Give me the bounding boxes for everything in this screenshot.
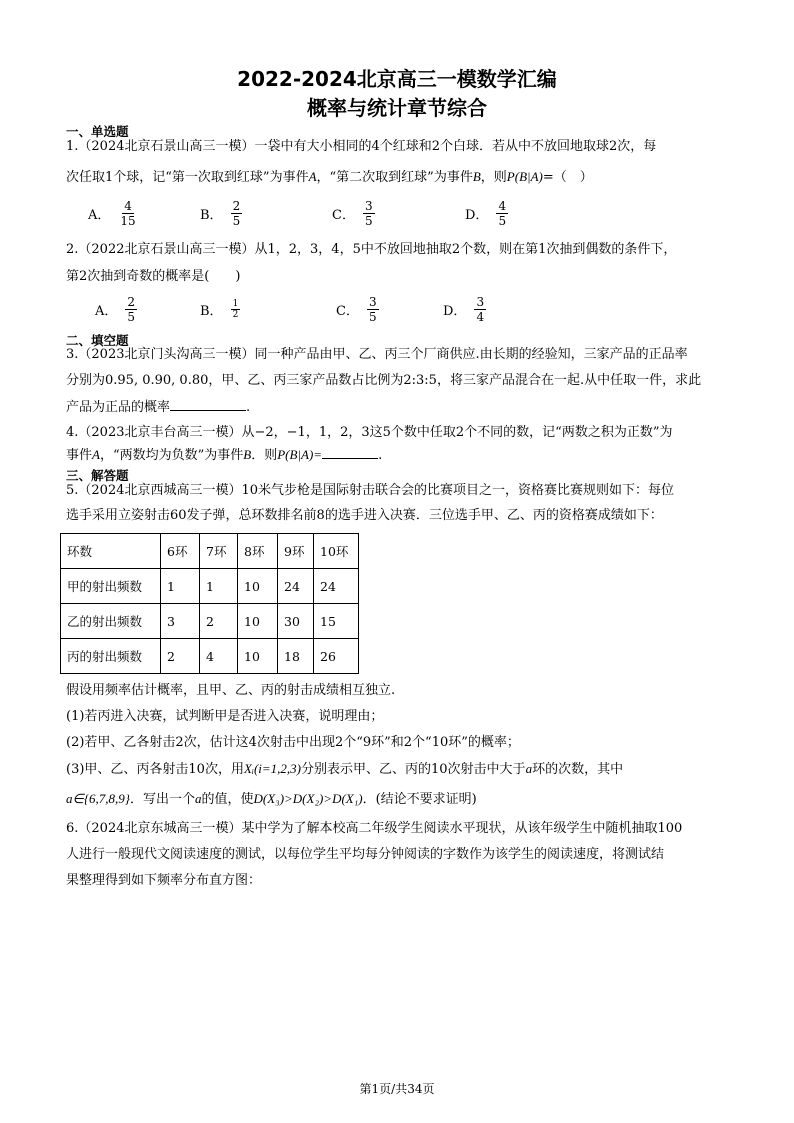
q5-line1: 5.（2024北京西城高三一模）10米气步枪是国际射击联合会的比赛项目之一，资格赛比赛规则如下：每位	[66, 483, 675, 498]
option-label: A．	[88, 208, 111, 223]
option-fraction: $\frac{3}{5}$	[364, 199, 373, 228]
q4-text: ，“两数均为负数”为事件	[99, 448, 244, 463]
q4-answer-blank[interactable]	[322, 446, 378, 459]
q2-line2: 第2次抽到奇数的概率是( )	[66, 269, 241, 284]
q6-line3: 果整理得到如下频率分布直方图：	[66, 873, 262, 888]
q2-option-c[interactable]	[336, 295, 379, 324]
table-cell: 24	[314, 569, 359, 604]
q3-line1: 3.（2023北京门头沟高三一模）同一种产品由甲、乙、丙三个厂商供应.由长期的经验知，三家产品的正品率	[66, 347, 688, 362]
table-header-cell: 8环	[238, 534, 278, 569]
q6-line2: 人进行一般现代文阅读速度的测试，以每位学生平均每分钟阅读的字数作为该学生的阅读速度，将测试结	[66, 847, 665, 862]
q3-line2: 分别为0.95, 0.90, 0.80，甲、乙、丙三家产品数占比例为2:3:5，将三家产品混合在一起.从中任取一件，求此	[66, 373, 702, 388]
q3-line3	[66, 398, 732, 417]
option-label: B．	[200, 304, 223, 319]
table-cell: 10	[238, 639, 278, 674]
q1-text: ，则	[480, 170, 507, 185]
q3-text: 产品为正品的概率	[66, 400, 171, 415]
table-row	[61, 604, 359, 639]
table-cell: 3	[161, 604, 200, 639]
q4-line1: 4.（2023北京丰台高三一模）从−2，−1，1，2，3这5个数中任取2个不同的数，记“两数之积为正数”为	[66, 425, 673, 440]
table-header-cell: 6环	[161, 534, 200, 569]
page-subtitle: 概率与统计章节综合	[307, 96, 487, 120]
q5-text: 环的次数，其中	[532, 762, 624, 777]
q2-line1: 2.（2022北京石景山高三一模）从1，2，3，4，5中不放回地抽取2个数，则在第1次抽到偶数的条件下，	[66, 242, 677, 257]
table-cell: 24	[278, 569, 314, 604]
table-row	[61, 569, 359, 604]
table-cell: 甲的射出频数	[61, 569, 161, 604]
q1-formula: P(B|A)	[506, 169, 543, 184]
option-fraction: $\frac{4}{15}$	[120, 199, 136, 228]
q1-option-c[interactable]	[332, 199, 375, 228]
table-cell: 26	[314, 639, 359, 674]
table-cell: 1	[161, 569, 200, 604]
q5-part3-cont	[66, 790, 732, 809]
q5-variable: a	[195, 791, 202, 806]
option-label: A．	[95, 304, 118, 319]
option-fraction: $\frac{3}{4}$	[476, 295, 485, 324]
table-cell: 1	[200, 569, 238, 604]
q5-line2: 选手采用立姿射击60发子弹，总环数排名前8的选手进入决赛．三位选手甲、乙、丙的资格赛成绩如下：	[66, 508, 663, 523]
table-cell: 10	[238, 569, 278, 604]
q5-text: 的值，使	[201, 792, 254, 807]
option-fraction: $\frac{2}{5}$	[232, 199, 241, 228]
q5-formula: Xᵢ(i=1,2,3)	[243, 761, 302, 776]
table-header-cell: 环数	[61, 534, 161, 569]
q5-part2: (2)若甲、乙各射击2次，估计这4次射击中出现2个“9环”和2个“10环”的概率；	[66, 735, 520, 750]
table-header-cell: 10环	[314, 534, 359, 569]
option-label: C．	[336, 304, 359, 319]
q5-text: (3)甲、乙、丙各射击10次，用	[66, 762, 244, 777]
q3-text: .	[246, 400, 251, 415]
table-cell: 丙的射出频数	[61, 639, 161, 674]
q1-text: 次任取1个球，记“第一次取到红球”为事件	[66, 170, 309, 185]
q4-event-a: A	[92, 447, 100, 462]
q4-line2	[66, 446, 732, 465]
q2-option-a[interactable]	[95, 295, 137, 324]
table-cell: 18	[278, 639, 314, 674]
table-cell: 15	[314, 604, 359, 639]
q1-event-a: A	[308, 169, 317, 184]
option-fraction: $\frac{1}{2}$	[232, 299, 239, 320]
page-number: 第1页/共34页	[359, 1082, 435, 1096]
q2-option-b[interactable]	[200, 299, 240, 320]
q1-text: =（ ）	[542, 170, 593, 185]
q2-option-d[interactable]	[443, 295, 486, 324]
q5-part1: (1)若丙进入决赛，试判断甲是否进入决赛，说明理由；	[66, 709, 384, 724]
option-label: D．	[443, 304, 467, 319]
table-cell: 2	[200, 604, 238, 639]
q1-text: ，“第二次取到红球”为事件	[316, 170, 473, 185]
q1-option-d[interactable]	[465, 199, 508, 228]
q4-text: .	[378, 448, 383, 463]
q4-formula: P(B|A)=	[277, 447, 323, 462]
q5-assumption: 假设用频率估计概率，且甲、乙、丙的射击成绩相互独立.	[66, 683, 396, 698]
q5-text: ．(结论不要求证明)	[362, 792, 477, 807]
option-fraction: $\frac{4}{5}$	[498, 199, 507, 228]
page-title: 2022-2024北京高三一模数学汇编	[237, 67, 557, 91]
option-label: C．	[332, 208, 355, 223]
q5-text: 分别表示甲、乙、丙的10次射击中大于	[301, 762, 526, 777]
score-table	[60, 533, 359, 674]
table-header-cell: 9环	[278, 534, 314, 569]
q3-answer-blank[interactable]	[170, 398, 246, 411]
table-header-row	[61, 534, 359, 569]
q1-line1: 1.（2024北京石景山高三一模）一袋中有大小相同的4个红球和2个白球．若从中不放回地取球2次，每	[66, 139, 657, 154]
table-header-cell: 7环	[200, 534, 238, 569]
section-heading-single-choice: 一、单选题	[66, 124, 129, 139]
table-cell: 4	[200, 639, 238, 674]
table-row	[61, 639, 359, 674]
q1-event-b: B	[472, 169, 481, 184]
section-heading-fill-blank: 二、填空题	[66, 333, 129, 348]
q1-option-b[interactable]	[200, 199, 242, 228]
table-cell: 30	[278, 604, 314, 639]
q5-text: ．写出一个	[129, 792, 195, 807]
q5-formula: D(X₃)>D(X₂)>D(X₁)	[253, 791, 363, 806]
q1-line2	[66, 168, 732, 187]
table-cell: 乙的射出频数	[61, 604, 161, 639]
option-fraction: $\frac{3}{5}$	[368, 295, 377, 324]
table-cell: 10	[238, 604, 278, 639]
option-fraction: $\frac{2}{5}$	[127, 295, 136, 324]
q4-text: ．则	[251, 448, 278, 463]
section-heading-solution: 三、解答题	[66, 468, 129, 483]
q5-formula: a∈{6,7,8,9}	[66, 791, 130, 806]
table-cell: 2	[161, 639, 200, 674]
option-label: B．	[200, 208, 223, 223]
q1-option-a[interactable]	[88, 199, 138, 228]
q5-variable: a	[525, 761, 533, 776]
q4-text: 事件	[66, 448, 93, 463]
q4-event-b: B	[243, 447, 252, 462]
option-label: D．	[465, 208, 489, 223]
q5-part3	[66, 760, 732, 779]
q6-line1: 6.（2024北京东城高三一模）某中学为了解本校高二年级学生阅读水平现状，从该年级学生中随机抽取100	[66, 821, 683, 836]
